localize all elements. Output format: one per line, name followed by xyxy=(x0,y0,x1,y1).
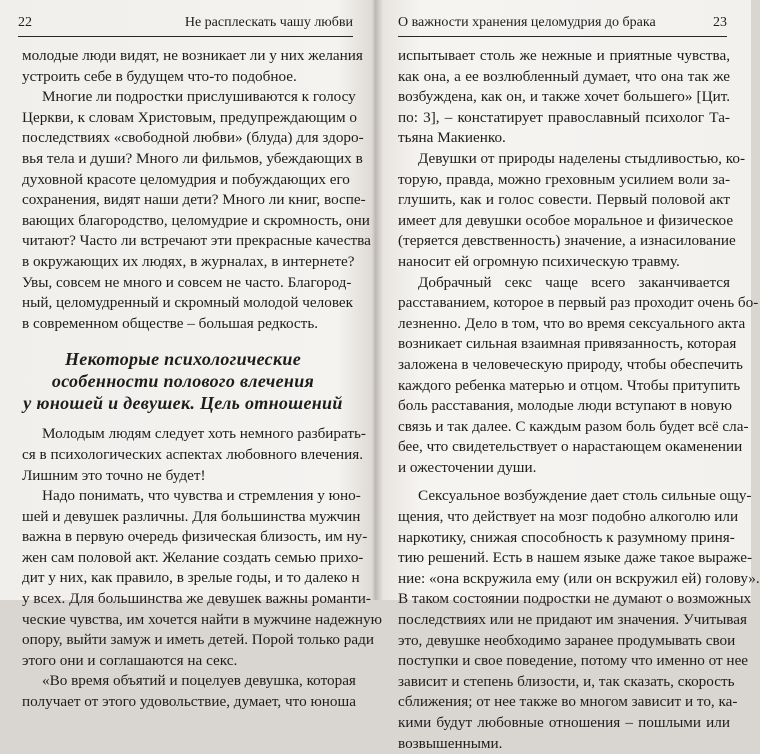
text-line: наркотику, снижая способность к разумному приня- xyxy=(398,528,735,546)
text-line: в окружающих их людях, в журналах, в интернете? xyxy=(22,252,355,270)
right-running-title: О важности хранения целомудрия до брака xyxy=(398,15,656,30)
text-line: Увы, совсем не много и совсем не часто. Благород- xyxy=(22,273,352,291)
left-page xyxy=(0,0,382,711)
text-line: вающих благородство, целомудрие и скромность, они xyxy=(22,211,370,229)
text-line: поступки и свое поведение, потому что именно от нее xyxy=(398,652,749,670)
text-line: этого они и соглашаются на секс. xyxy=(22,651,238,669)
right-page-number: 23 xyxy=(713,15,727,30)
text-line: бее, что свидетельствует о нарастающем окаменении xyxy=(398,438,743,456)
text-line: зависит и степень близости, и, так сказать, скорость xyxy=(398,672,735,690)
paragraph xyxy=(22,424,366,486)
text-line: Лишним это точно не будет! xyxy=(22,466,206,484)
text-line: наносит ей огромную психическую травму. xyxy=(398,252,680,270)
text-line: возвышенными. xyxy=(398,734,503,752)
text-line: дит у них, как правило, в зрелые годы, и то далеко н xyxy=(22,569,360,587)
text-line: ся в психологических аспектах любовного влечения. xyxy=(22,445,364,463)
text-line: возникает сильная взаимная привязанность, которая xyxy=(398,335,737,353)
text-line: каждого ребенка матерью и отцом. Чтобы притупить xyxy=(398,376,741,394)
text-line: как она, а ее возлюбленный думает, что она так же xyxy=(398,67,730,85)
left-page-body xyxy=(22,46,382,713)
text-line: ный, целомудренный и скромный молодой человек xyxy=(22,294,354,312)
text-line: тию решений. Есть в нашем языке даже такое выраже- xyxy=(398,549,753,567)
text-line: (теряется девственность) значение, а изнасилование xyxy=(398,232,736,250)
text-line: испытывает столь же нежные и приятные чувства, xyxy=(398,47,730,64)
text-line: «Во время объятий и поцелуев девушка, которая xyxy=(42,672,356,690)
text-line: заложена в человеческую природу, чтобы обеспечить xyxy=(398,355,743,373)
text-line: лезненно. Дело в том, что во время сексуального акта xyxy=(398,314,746,332)
paragraph xyxy=(22,87,371,334)
text-line: последствиях или не придают им значения. Учитывая xyxy=(398,611,748,629)
paragraph xyxy=(398,273,759,479)
paragraph xyxy=(398,149,746,273)
text-line: сохранения, видят наши дети? Много ли книг, воспе- xyxy=(22,191,366,209)
text-line: получает от этого удовольствие, думает, что юноша xyxy=(22,693,356,711)
text-line: возбуждена, как он, и также хочет большего» [Цит. xyxy=(398,88,730,106)
text-line: боль расставания, молодые люди вступают в новую xyxy=(398,397,732,415)
text-line: это, девушке необходимо заранее продумывать свои xyxy=(398,631,736,649)
text-line: тьяна Макиенко. xyxy=(398,129,506,147)
text-line: Добрачный секс чаще всего заканчивается xyxy=(418,273,730,291)
text-line: глушить, как и голос совести. Первый половой акт xyxy=(398,191,730,209)
text-line: связь и так далее. С каждым разом боль будет всё сла- xyxy=(398,417,749,435)
text-line: молодые люди видят, не возникает ли у них желания xyxy=(22,47,363,64)
heading-line: Некоторые психологические xyxy=(65,349,301,370)
right-page xyxy=(378,0,760,752)
header-rule xyxy=(18,36,353,37)
text-line: Многие ли подростки прислушиваются к голосу xyxy=(42,88,356,106)
paragraph xyxy=(22,671,356,712)
section-heading xyxy=(22,348,344,414)
text-line: читают? Часто ли встречают эти прекрасные качества xyxy=(22,232,371,250)
text-line: ние: «она вскружила ему (или он вскружил ей) голову». xyxy=(398,569,760,587)
left-page-header xyxy=(18,15,353,35)
text-line: Церкви, к словам Христовым, предупреждающим о xyxy=(22,108,357,126)
text-line: щения, что действует на мозг подобно алкоголю или xyxy=(398,508,739,526)
text-line: ческие чувства, им хочется найти в мужчине надежную xyxy=(22,610,382,628)
text-line: Сексуальное возбуждение дает столь сильные ощу- xyxy=(418,487,752,505)
text-line: Молодым людям следует хоть немного разбирать- xyxy=(42,425,366,443)
text-line: опору, выйти замуж и иметь детей. Порой только ради xyxy=(22,631,375,649)
paragraph-gap xyxy=(398,478,730,486)
text-line: Надо понимать, что чувства и стремления у юно- xyxy=(42,487,361,505)
text-line: шей и девушек различны. Для большинства мужчин xyxy=(22,507,361,525)
text-line: у всех. Для большинства же девушек важны романти- xyxy=(22,590,371,608)
text-line: расставанием, которое в первый раз проходит очень бо- xyxy=(398,294,759,312)
text-line: имеет для девушки особое моральное и физическое xyxy=(398,211,734,229)
right-page-header xyxy=(398,15,727,35)
text-line: в современном обществе – большая редкость. xyxy=(22,314,319,332)
text-line: важна в первую очередь физическая близость, им ну- xyxy=(22,528,368,546)
text-line: жен сам половой акт. Желание создать семью прихо- xyxy=(22,548,364,566)
text-line: и ожесточении души. xyxy=(398,458,537,476)
text-line: Девушки от природы наделены стыдливостью, ко- xyxy=(418,149,746,167)
text-line: вья тела и души? Много ли фильмов, убеждающих в xyxy=(22,149,363,167)
text-line: кими будут любовные отношения – пошлыми или xyxy=(398,714,730,731)
paragraph xyxy=(22,486,382,671)
right-page-body xyxy=(398,46,760,754)
text-line: духовной красоте целомудрия и побуждающих его xyxy=(22,170,350,188)
header-rule xyxy=(398,36,727,37)
left-running-title: Не расплескать чашу любви xyxy=(184,15,353,30)
left-page-number: 22 xyxy=(18,15,32,30)
text-line: по: 3], – констатирует православный психолог Та- xyxy=(398,108,730,126)
paragraph xyxy=(22,46,363,87)
text-line: В таком состоянии подростки не думают о возможных xyxy=(398,590,752,608)
text-line: сближения; от нее также во многом зависит и то, ка- xyxy=(398,693,738,711)
heading-line: у юношей и девушек. Цель отношений xyxy=(23,393,343,414)
paragraph xyxy=(398,46,730,149)
text-line: последствиях «свободной любви» (блуда) для здоро- xyxy=(22,129,364,147)
paragraph xyxy=(398,486,760,754)
text-line: торую, правда, можно греховным усилием воли за- xyxy=(398,170,730,188)
text-line: устроить себе в будущем что-то подобное. xyxy=(22,67,297,85)
heading-line: особенности полового влечения xyxy=(51,371,315,392)
